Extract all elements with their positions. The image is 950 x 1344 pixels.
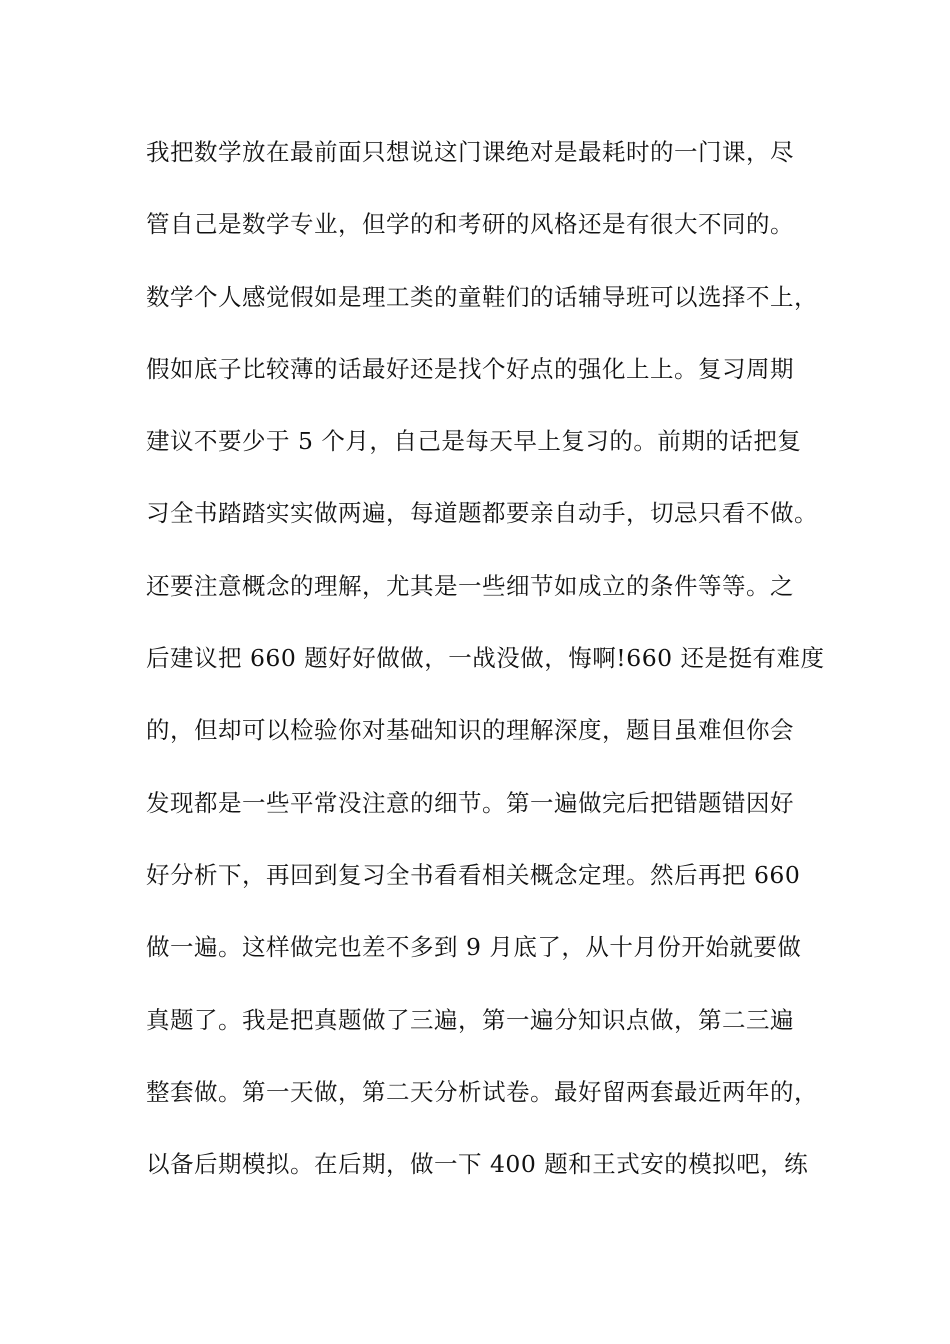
text-line: 还要注意概念的理解，尤其是一些细节如成立的条件等等。之: [146, 571, 794, 600]
text-line: 发现都是一些平常没注意的细节。第一遍做完后把错题错因好: [146, 788, 794, 817]
body-text: [146, 128, 836, 1212]
text-line: 做一遍。这样做完也差不多到 9 月底了，从十月份开始就要做: [146, 933, 802, 962]
text-line: 假如底子比较薄的话最好还是找个好点的强化上上。复习周期: [146, 354, 794, 383]
text-line: 真题了。我是把真题做了三遍，第一遍分知识点做，第二三遍: [146, 1005, 794, 1034]
text-line: 建议不要少于 5 个月，自己是每天早上复习的。前期的话把复: [146, 427, 802, 456]
text-line: 以备后期模拟。在后期，做一下 400 题和王式安的模拟吧，练: [146, 1150, 809, 1179]
text-line: 管自己是数学专业，但学的和考研的风格还是有很大不同的。: [146, 210, 794, 239]
text-line: 数学个人感觉假如是理工类的童鞋们的话辅导班可以选择不上，: [146, 282, 818, 311]
text-line: 好分析下，再回到复习全书看看相关概念定理。然后再把 660: [146, 860, 801, 889]
text-line: 习全书踏踏实实做两遍，每道题都要亲自动手，切忌只看不做。: [146, 499, 818, 528]
text-line: 整套做。第一天做，第二天分析试卷。最好留两套最近两年的，: [146, 1077, 818, 1106]
text-line: 后建议把 660 题好好做做，一战没做，悔啊!660 还是挺有难度: [146, 644, 825, 673]
text-line: 的，但却可以检验你对基础知识的理解深度，题目虽难但你会: [146, 716, 794, 745]
text-line: 我把数学放在最前面只想说这门课绝对是最耗时的一门课，尽: [146, 138, 794, 166]
